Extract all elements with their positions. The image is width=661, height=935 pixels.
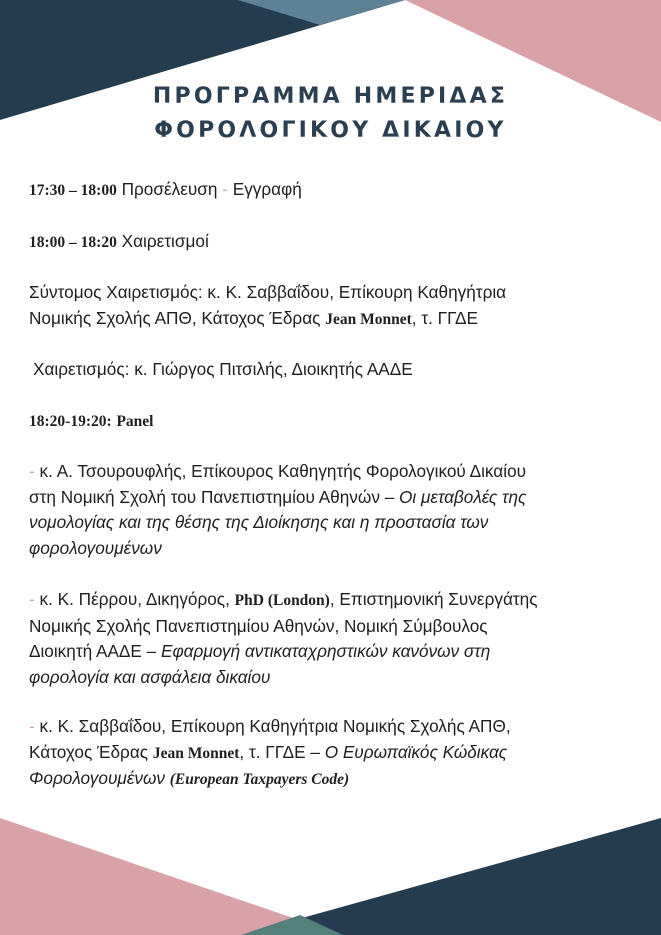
speaker-2-role: , Επιστημονική Συνεργάτης: [329, 589, 538, 609]
arrival-separator: -: [222, 179, 228, 199]
speaker-3-topic-cont: Φορολογουμένων: [29, 768, 165, 789]
bullet-dash: -: [29, 589, 35, 609]
greeting-row: [33, 357, 643, 383]
short-greeting-affiliation: Νομικής Σχολής ΑΠΘ, Κάτοχος Έδρας: [29, 307, 321, 328]
speaker-item-2: [29, 587, 639, 690]
speaker-1-name: κ. Α. Τσουρουφλής, Επίκουρος Καθηγητής Φορολογικού Δικαίου: [39, 461, 527, 481]
topic-separator: –: [379, 486, 400, 507]
speaker-2-topic: Εφαρμογή αντικαταχρηστικών κανόνων στη: [161, 641, 491, 662]
speaker-3-name: κ. Κ. Σαββαΐδου, Επίκουρη Καθηγήτρια Νομικής Σχολής ΑΠΘ,: [39, 716, 511, 736]
speaker-3-jean-monnet: Jean Monnet: [152, 744, 240, 762]
short-greeting-block: [29, 280, 639, 332]
speaker-3-topic: Ο Ευρωπαϊκός Κώδικας: [324, 741, 508, 762]
speaker-2-affiliation: Νομικής Σχολής Πανεπιστημίου Αθηνών, Νομική Σύμβουλος: [29, 615, 488, 636]
speaker-1-topic-end: φορολογουμένων: [29, 537, 162, 558]
short-greeting-former-role: , τ. ΓΓΔΕ: [411, 307, 478, 328]
greetings-row: [29, 229, 639, 256]
arrival-row: [29, 177, 639, 204]
bullet-dash: -: [29, 716, 35, 736]
panel-row: [29, 408, 639, 435]
speaker-item-3: [29, 714, 639, 793]
speaker-2-topic-end: φορολογία και ασφάλεια δικαίου: [29, 666, 271, 687]
panel-label: Panel: [116, 413, 154, 430]
speaker-2-phd: PhD (London): [234, 592, 330, 609]
page-title-line1: ΠΡΟΓΡΑΜΜΑ ΗΜΕΡΙΔΑΣ: [152, 84, 509, 109]
greetings-label: Χαιρετισμοί: [121, 231, 209, 251]
speaker-3-chair: Κάτοχος Έδρας: [29, 741, 149, 762]
topic-separator: –: [141, 641, 161, 662]
topic-separator: –: [305, 741, 325, 762]
speaker-item-1: [29, 459, 639, 561]
arrival-time: 17:30 – 18:00: [29, 182, 117, 199]
speaker-1-topic: Οι μεταβολές της: [399, 486, 527, 507]
corner-shape-bottom-left: [0, 818, 343, 935]
short-greeting-jean-monnet: Jean Monnet: [325, 310, 412, 328]
speaker-2-name: κ. Κ. Πέρρου, Δικηγόρος,: [39, 589, 230, 609]
speaker-3-code-name: (European Taxpayers Code): [169, 771, 350, 789]
short-greeting-label: Σύντομος Χαιρετισμός:: [29, 282, 203, 302]
registration-label: Εγγραφή: [232, 179, 302, 199]
speaker-2-affiliation-cont: Διοικητή ΑΑΔΕ: [29, 641, 142, 662]
greeting-label: Χαιρετισμός:: [33, 359, 130, 379]
speaker-1-topic-cont: νομολογίας και της θέσης της Διοίκησης και η προστασία των: [29, 512, 489, 533]
arrival-label: Προσέλευση: [121, 179, 218, 199]
bullet-dash: -: [29, 461, 35, 481]
panel-time: 18:20-19:20:: [29, 413, 112, 430]
greetings-time: 18:00 – 18:20: [29, 234, 117, 251]
speaker-1-affiliation: στη Νομική Σχολή του Πανεπιστημίου Αθηνών: [29, 486, 380, 507]
greeting-speaker: κ. Γιώργος Πιτσιλής, Διοικητής ΑΑΔΕ: [134, 359, 413, 379]
short-greeting-speaker: κ. Κ. Σαββαΐδου, Επίκουρη Καθηγήτρια: [207, 282, 507, 302]
page-title-line2: ΦΟΡΟΛΟΓΙΚΟΥ ΔΙΚΑΙΟΥ: [154, 118, 507, 143]
speaker-3-former-role: , τ. ΓΓΔΕ: [239, 741, 306, 762]
